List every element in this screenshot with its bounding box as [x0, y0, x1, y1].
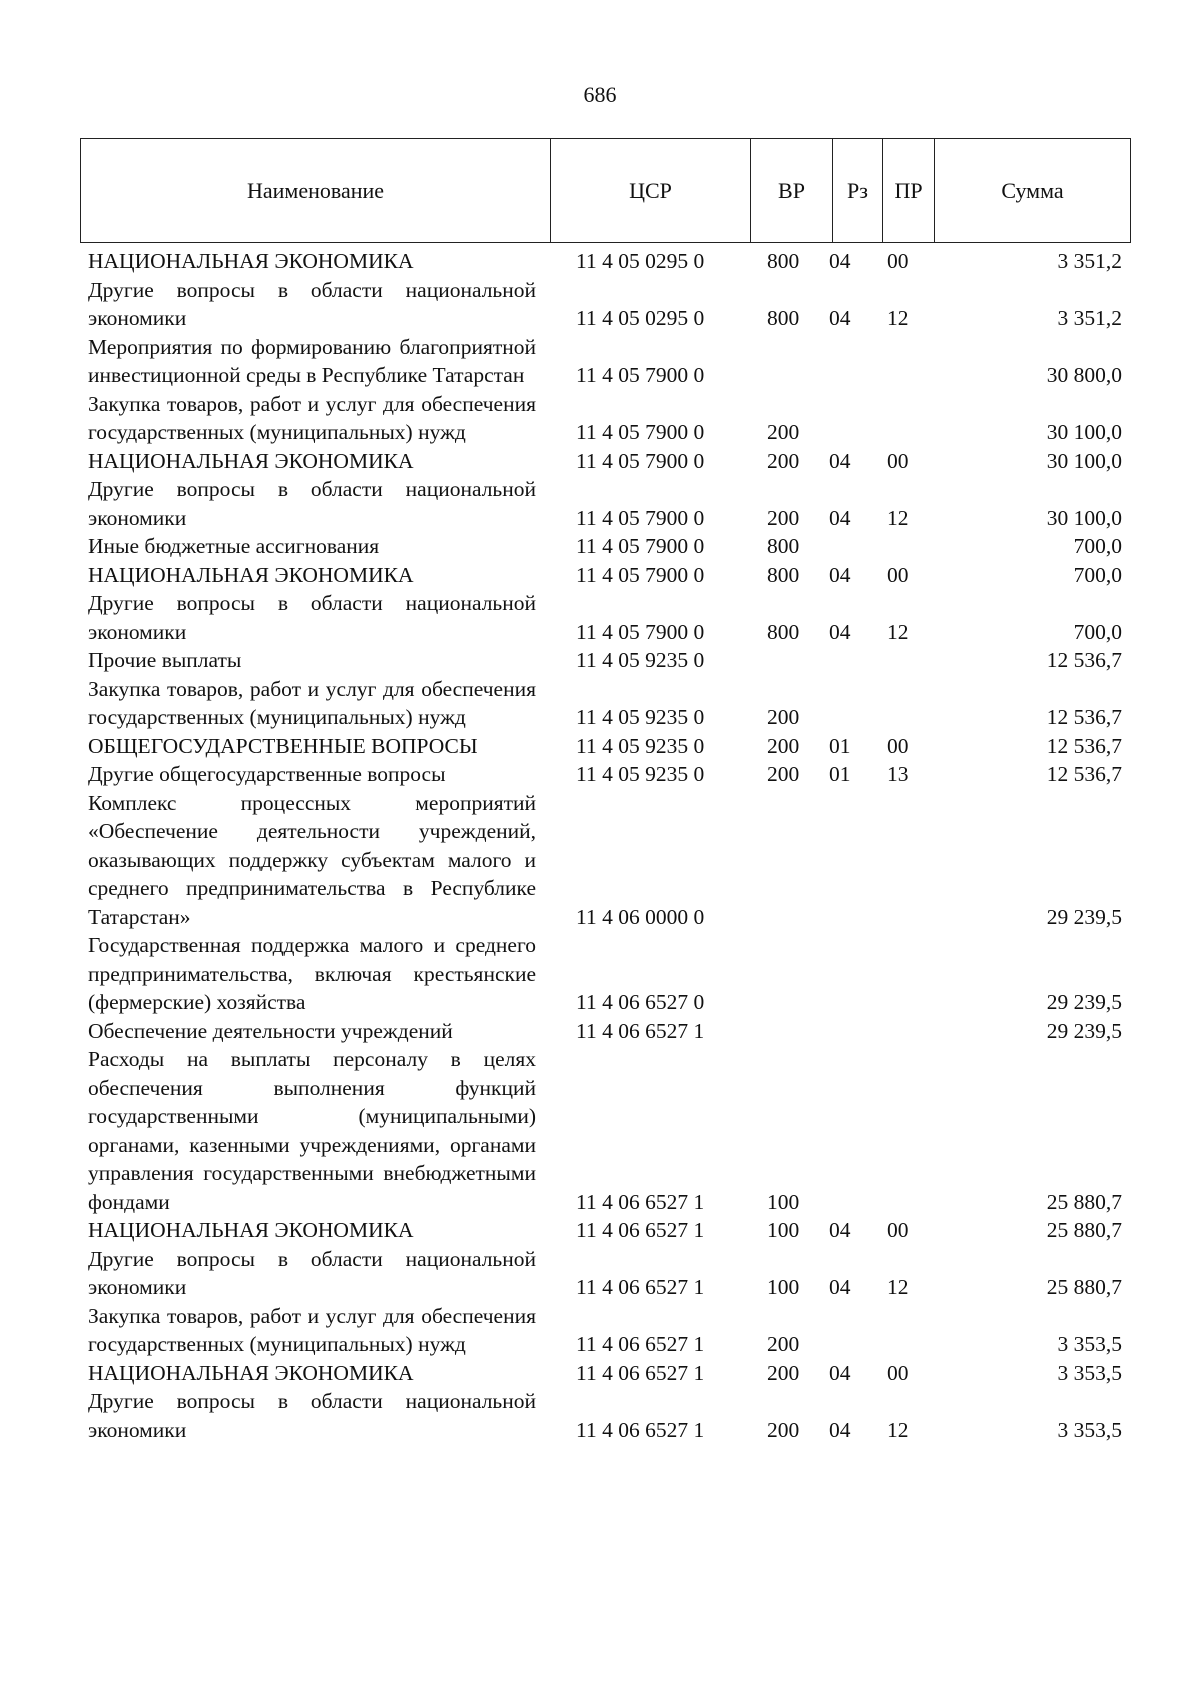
table-row — [88, 390, 1128, 447]
row-sum: 12 536,7 — [1046, 648, 1122, 672]
row-pr: 12 — [887, 1417, 909, 1442]
row-sum: 700,0 — [1073, 619, 1122, 644]
row-vr: 100 — [767, 1218, 800, 1242]
row-sum: 3 351,2 — [1057, 249, 1122, 273]
row-vr: 800 — [767, 562, 800, 587]
row-name: Прочие выплаты — [88, 648, 242, 672]
header-vr: ВР — [751, 139, 833, 243]
row-rz: 04 — [829, 619, 851, 644]
table-row — [88, 1045, 1128, 1216]
table-row — [88, 760, 1128, 789]
row-csr: 11 4 05 7900 0 — [576, 534, 705, 558]
row-vr: 800 — [767, 306, 800, 330]
header-csr: ЦСР — [551, 139, 751, 243]
row-name: Обеспечение деятельности учреждений — [88, 1018, 453, 1043]
row-pr: 00 — [887, 562, 909, 587]
row-sum: 12 536,7 — [1046, 733, 1122, 758]
row-name: ОБЩЕГОСУДАРСТВЕННЫЕ ВОПРОСЫ — [88, 733, 478, 758]
row-name: НАЦИОНАЛЬНАЯ ЭКОНОМИКА — [88, 1360, 414, 1385]
row-csr: 11 4 06 6527 1 — [576, 1218, 705, 1242]
row-sum: 12 536,7 — [1046, 762, 1122, 786]
table-row — [88, 732, 1128, 761]
row-sum: 29 239,5 — [1046, 990, 1122, 1014]
table-header — [80, 138, 1131, 243]
row-pr: 00 — [887, 448, 909, 473]
row-csr: 11 4 05 7900 0 — [576, 420, 705, 444]
row-pr: 12 — [887, 306, 909, 330]
row-name: Другие вопросы в области национальной экономики — [88, 1246, 536, 1299]
row-csr: 11 4 05 7900 0 — [576, 448, 705, 473]
row-sum: 3 353,5 — [1057, 1417, 1122, 1442]
row-name: Другие вопросы в области национальной экономики — [88, 1389, 536, 1442]
row-csr: 11 4 05 7900 0 — [576, 562, 705, 587]
row-vr: 200 — [767, 448, 800, 473]
table-row — [88, 1216, 1128, 1245]
row-csr: 11 4 05 0295 0 — [576, 249, 705, 273]
row-name: Закупка товаров, работ и услуг для обеспечения государственных (муниципальных) нужд — [88, 1303, 536, 1356]
row-name: Иные бюджетные ассигнования — [88, 534, 380, 558]
table-row — [88, 276, 1128, 333]
row-vr: 800 — [767, 249, 800, 273]
row-vr: 200 — [767, 1417, 800, 1442]
row-csr: 11 4 06 6527 1 — [576, 1417, 705, 1442]
row-sum: 29 239,5 — [1046, 904, 1122, 929]
row-csr: 11 4 05 9235 0 — [576, 705, 705, 729]
table-row — [88, 1359, 1128, 1388]
row-vr: 200 — [767, 705, 800, 729]
row-pr: 13 — [887, 762, 909, 786]
header-sum: Сумма — [935, 139, 1131, 243]
table-row — [88, 247, 1128, 276]
row-pr: 00 — [887, 249, 909, 273]
table-row — [88, 789, 1128, 932]
row-sum: 30 100,0 — [1046, 505, 1122, 530]
row-name: НАЦИОНАЛЬНАЯ ЭКОНОМИКА — [88, 249, 414, 273]
row-sum: 700,0 — [1073, 562, 1122, 587]
row-sum: 3 353,5 — [1057, 1332, 1122, 1356]
row-sum: 30 800,0 — [1046, 363, 1122, 387]
row-csr: 11 4 05 9235 0 — [576, 733, 705, 758]
row-sum: 30 100,0 — [1046, 420, 1122, 444]
row-vr: 200 — [767, 762, 800, 786]
row-csr: 11 4 06 6527 1 — [576, 1189, 705, 1214]
row-rz: 04 — [829, 1417, 851, 1442]
row-sum: 3 351,2 — [1057, 306, 1122, 330]
table-row — [88, 447, 1128, 476]
row-csr: 11 4 05 0295 0 — [576, 306, 705, 330]
row-vr: 200 — [767, 420, 800, 444]
row-name: НАЦИОНАЛЬНАЯ ЭКОНОМИКА — [88, 562, 414, 587]
row-csr: 11 4 06 6527 1 — [576, 1018, 705, 1043]
row-name: Другие общегосударственные вопросы — [88, 762, 446, 786]
row-sum: 25 880,7 — [1046, 1275, 1122, 1299]
row-pr: 00 — [887, 733, 909, 758]
row-vr: 800 — [767, 619, 800, 644]
row-name: НАЦИОНАЛЬНАЯ ЭКОНОМИКА — [88, 1218, 414, 1242]
row-pr: 12 — [887, 505, 909, 530]
row-csr: 11 4 05 9235 0 — [576, 762, 705, 786]
row-rz: 01 — [829, 733, 851, 758]
table-row — [88, 333, 1128, 390]
row-pr: 00 — [887, 1218, 909, 1242]
row-sum: 3 353,5 — [1057, 1360, 1122, 1385]
row-csr: 11 4 06 6527 1 — [576, 1360, 705, 1385]
row-name: Закупка товаров, работ и услуг для обеспечения государственных (муниципальных) нужд — [88, 391, 536, 444]
row-rz: 04 — [829, 1218, 851, 1242]
row-pr: 12 — [887, 1275, 909, 1299]
row-rz: 04 — [829, 1275, 851, 1299]
row-name: Расходы на выплаты персоналу в целях обеспечения выполнения функций государственными (муниципальными) органами, казенными учреждениями, органами управления государственными внебюджетными фондами — [88, 1047, 536, 1214]
row-csr: 11 4 06 0000 0 — [576, 904, 705, 929]
row-name: Закупка товаров, работ и услуг для обеспечения государственных (муниципальных) нужд — [88, 676, 536, 729]
row-csr: 11 4 05 9235 0 — [576, 648, 705, 672]
row-name: Другие вопросы в области национальной экономики — [88, 277, 536, 330]
table-row — [88, 589, 1128, 646]
table-row — [88, 1387, 1128, 1444]
row-rz: 04 — [829, 505, 851, 530]
row-vr: 100 — [767, 1189, 800, 1214]
row-rz: 04 — [829, 249, 851, 273]
row-pr: 00 — [887, 1360, 909, 1385]
table-row — [88, 675, 1128, 732]
table-row — [88, 931, 1128, 1017]
row-csr: 11 4 06 6527 0 — [576, 990, 705, 1014]
row-vr: 800 — [767, 534, 800, 558]
row-vr: 200 — [767, 505, 800, 530]
row-vr: 200 — [767, 1360, 800, 1385]
row-rz: 01 — [829, 762, 851, 786]
row-csr: 11 4 05 7900 0 — [576, 619, 705, 644]
row-rz: 04 — [829, 306, 851, 330]
table-row — [88, 532, 1128, 561]
row-csr: 11 4 06 6527 1 — [576, 1275, 705, 1299]
row-sum: 25 880,7 — [1046, 1189, 1122, 1214]
table-row — [88, 1245, 1128, 1302]
row-name: Комплекс процессных мероприятий «Обеспечение деятельности учреждений, оказывающих поддержку субъектам малого и среднего предпринимательства в Республике Татарстан» — [88, 790, 536, 929]
row-pr: 12 — [887, 619, 909, 644]
table-row — [88, 561, 1128, 590]
row-name: Другие вопросы в области национальной экономики — [88, 591, 536, 644]
row-name: Мероприятия по формированию благоприятной инвестиционной среды в Республике Татарстан — [88, 334, 536, 387]
row-name: Государственная поддержка малого и среднего предпринимательства, включая крестьянские (фермерские) хозяйства — [88, 933, 536, 1014]
table-row — [88, 1302, 1128, 1359]
table-row — [88, 1017, 1128, 1046]
row-rz: 04 — [829, 562, 851, 587]
header-rz: Рз — [833, 139, 883, 243]
table-row — [88, 475, 1128, 532]
row-sum: 12 536,7 — [1046, 705, 1122, 729]
row-vr: 200 — [767, 1332, 800, 1356]
row-sum: 30 100,0 — [1046, 448, 1122, 473]
row-vr: 200 — [767, 733, 800, 758]
row-name: НАЦИОНАЛЬНАЯ ЭКОНОМИКА — [88, 448, 414, 473]
header-name: Наименование — [81, 139, 551, 243]
row-vr: 100 — [767, 1275, 800, 1299]
page-number: 686 — [583, 82, 617, 107]
row-name: Другие вопросы в области национальной экономики — [88, 477, 536, 530]
header-pr: ПР — [883, 139, 935, 243]
row-rz: 04 — [829, 448, 851, 473]
row-csr: 11 4 05 7900 0 — [576, 505, 705, 530]
row-sum: 700,0 — [1073, 534, 1122, 558]
row-sum: 25 880,7 — [1046, 1218, 1122, 1242]
row-sum: 29 239,5 — [1046, 1018, 1122, 1043]
row-csr: 11 4 06 6527 1 — [576, 1332, 705, 1356]
table-row — [88, 646, 1128, 675]
row-rz: 04 — [829, 1360, 851, 1385]
table-body — [88, 247, 1128, 1444]
row-csr: 11 4 05 7900 0 — [576, 363, 705, 387]
